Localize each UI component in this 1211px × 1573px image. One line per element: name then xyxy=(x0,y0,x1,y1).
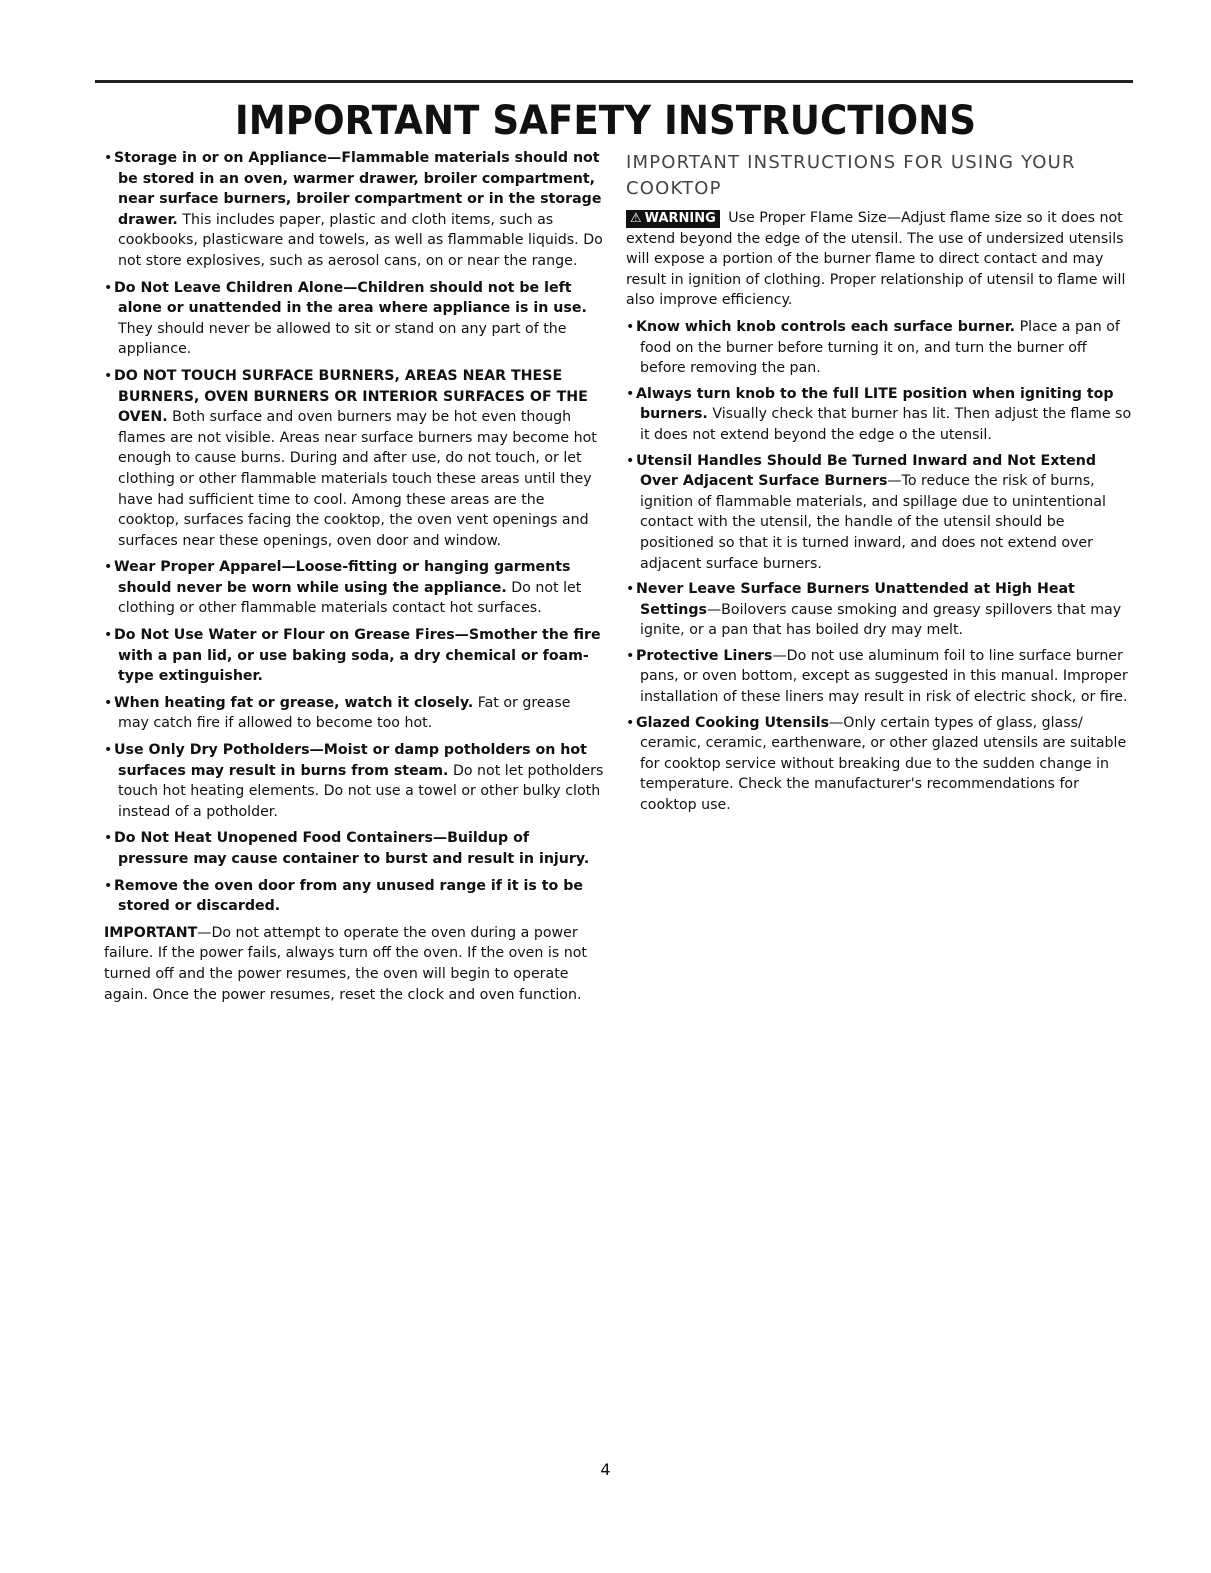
bullet-icon: • xyxy=(104,694,113,711)
list-item xyxy=(626,713,1134,816)
list-item xyxy=(104,148,604,272)
list-item xyxy=(104,740,604,822)
item-text: Fat or grease may catch fire if allowed to become too hot. xyxy=(118,694,571,732)
list-item xyxy=(104,278,604,360)
item-text: They should never be allowed to sit or stand on any part of the appliance. xyxy=(118,320,567,358)
bullet-icon: • xyxy=(104,877,113,894)
item-text: —To reduce the risk of burns, ignition of flammable materials, and spillage due to unintentional contact with the utensil, the handle of the utensil should be positioned so that it is turned inward, and does not extend over adjacent surface burners. xyxy=(640,473,1106,572)
bullet-icon: • xyxy=(626,714,635,731)
item-text: Place a pan of food on the burner before turning it on, and turn the burner off before removing the pan. xyxy=(640,318,1120,377)
item-bold-text: Storage in or on Appliance—Flammable materials should not be stored in an oven, warmer drawer, broiler compartment, near surface burners, broiler compartment or in the storage drawer. xyxy=(114,150,602,228)
bullet-icon: • xyxy=(626,452,635,469)
list-item xyxy=(626,646,1134,708)
right-column xyxy=(626,150,1134,821)
item-bold-text: Wear Proper Apparel—Loose-fitting or hanging garments should never be worn while using the appliance. xyxy=(114,559,571,596)
bullet-icon: • xyxy=(104,150,113,166)
list-item xyxy=(104,625,604,687)
item-bold-text: DO NOT TOUCH SURFACE BURNERS, AREAS NEAR THESE BURNERS, OVEN BURNERS OR INTERIOR SURFACES OF THE OVEN. xyxy=(114,367,588,426)
item-bold-text: Do Not Use Water or Flour on Grease Fires—Smother the fire with a pan lid, or use baking soda, a dry chemical or foam-type extinguisher. xyxy=(114,627,601,685)
list-item xyxy=(104,366,604,551)
bullet-icon: • xyxy=(104,279,113,296)
important-note xyxy=(104,923,604,1005)
item-text: This includes paper, plastic and cloth items, such as cookbooks, plasticware and towels, as well as flammable liquids. Do not store explosives, such as aerosol cans, on or near the range. xyxy=(118,211,603,269)
item-text: Do not let potholders touch hot heating elements. Do not use a towel or other bulky cloth instead of a potholder. xyxy=(118,762,604,820)
important-note-text: —Do not attempt to operate the oven during a power failure. If the power fails, always turn off the oven. If the oven is not turned off and the power resumes, the oven will begin to operate again. Once the power resumes, reset the clock and oven function. xyxy=(104,924,587,1003)
list-item xyxy=(626,317,1134,379)
item-bold-text: Utensil Handles Should Be Turned Inward and Not Extend Over Adjacent Surface Burners xyxy=(636,452,1097,490)
list-item xyxy=(626,579,1134,641)
bullet-icon: • xyxy=(104,367,113,384)
warning-paragraph xyxy=(626,208,1134,311)
item-bold-text: Do Not Leave Children Alone—Children should not be left alone or unattended in the area where appliance is in use. xyxy=(114,279,587,317)
item-bold-text: Protective Liners xyxy=(636,647,773,664)
item-bold-text: Always turn knob to the full LITE position when igniting top burners. xyxy=(636,385,1114,423)
list-item xyxy=(104,693,604,734)
item-bold-text: When heating fat or grease, watch it closely. xyxy=(114,694,474,711)
item-text: Do not let clothing or other flammable materials contact hot surfaces. xyxy=(118,579,582,617)
item-text: —Boilovers cause smoking and greasy spillovers that may ignite, or a pan that has boiled dry may melt. xyxy=(640,601,1122,639)
left-column xyxy=(104,148,604,1005)
item-text: Visually check that burner has lit. Then adjust the flame so it does not extend beyond the edge o the utensil. xyxy=(640,406,1132,443)
list-item xyxy=(104,828,604,869)
bullet-icon: • xyxy=(626,385,635,402)
item-bold-text: Use Only Dry Potholders—Moist or damp potholders on hot surfaces may result in burns from steam. xyxy=(114,742,587,779)
warning-text: Use Proper Flame Size—Adjust flame size so it does not extend beyond the edge of the utensil. The use of undersized utensils will expose a portion of the burner flame to direct contact and may result in ignition of clothing. Proper relationship of utensil to flame will also improve efficiency. xyxy=(626,210,1126,309)
item-bold-text: Know which knob controls each surface burner. xyxy=(636,318,1016,335)
important-note-label: IMPORTANT xyxy=(104,924,198,941)
list-item xyxy=(626,451,1134,575)
left-items-list xyxy=(104,148,604,917)
item-text: —Only certain types of glass, glass/ ceramic, ceramic, earthenware, or other glazed utensils are suitable for cooktop service without breaking due to the sudden change in temperature. Check the manufacturer's recommendations for cooktop use. xyxy=(640,714,1127,814)
item-bold-text: Never Leave Surface Burners Unattended at High Heat Settings xyxy=(636,581,1075,618)
bullet-icon: • xyxy=(626,318,635,335)
warning-badge xyxy=(626,210,720,228)
list-item xyxy=(104,557,604,619)
item-bold-text: Remove the oven door from any unused range if it is to be stored or discarded. xyxy=(114,877,583,915)
bullet-icon: • xyxy=(104,742,113,759)
bullet-icon: • xyxy=(626,647,635,664)
item-bold-text: Do Not Heat Unopened Food Containers—Buildup of pressure may cause container to burst and result in injury. xyxy=(114,830,590,867)
warning-label: WARNING xyxy=(644,211,716,226)
list-item xyxy=(104,876,604,917)
list-item xyxy=(626,384,1134,446)
section-heading: IMPORTANT INSTRUCTIONS FOR USING YOUR COOKTOP xyxy=(626,152,1076,199)
page-title: IMPORTANT SAFETY INSTRUCTIONS xyxy=(234,98,977,144)
top-rule xyxy=(95,80,1133,83)
item-text: —Do not use aluminum foil to line surface burner pans, or oven bottom, except as suggested in this manual. Improper installation of these liners may result in risk of electric shock, or fire. xyxy=(640,647,1128,706)
bullet-icon: • xyxy=(626,581,635,598)
bullet-icon: • xyxy=(104,830,113,847)
page-number: 4 xyxy=(600,1460,611,1479)
warning-triangle-icon: ⚠ xyxy=(630,211,642,226)
right-items-list xyxy=(626,317,1134,816)
item-text: Both surface and oven burners may be hot even though flames are not visible. Areas near surface burners may become hot enough to cause burns. During and after use, do not touch, or let clothing or other flammable materials touch these areas until they have had sufficient time to cool. Among these areas are the cooktop, surfaces facing the cooktop, the oven vent openings and surfaces near these openings, oven door and window. xyxy=(118,409,597,549)
bullet-icon: • xyxy=(104,627,113,644)
item-bold-text: Glazed Cooking Utensils xyxy=(636,714,830,731)
bullet-icon: • xyxy=(104,559,113,576)
